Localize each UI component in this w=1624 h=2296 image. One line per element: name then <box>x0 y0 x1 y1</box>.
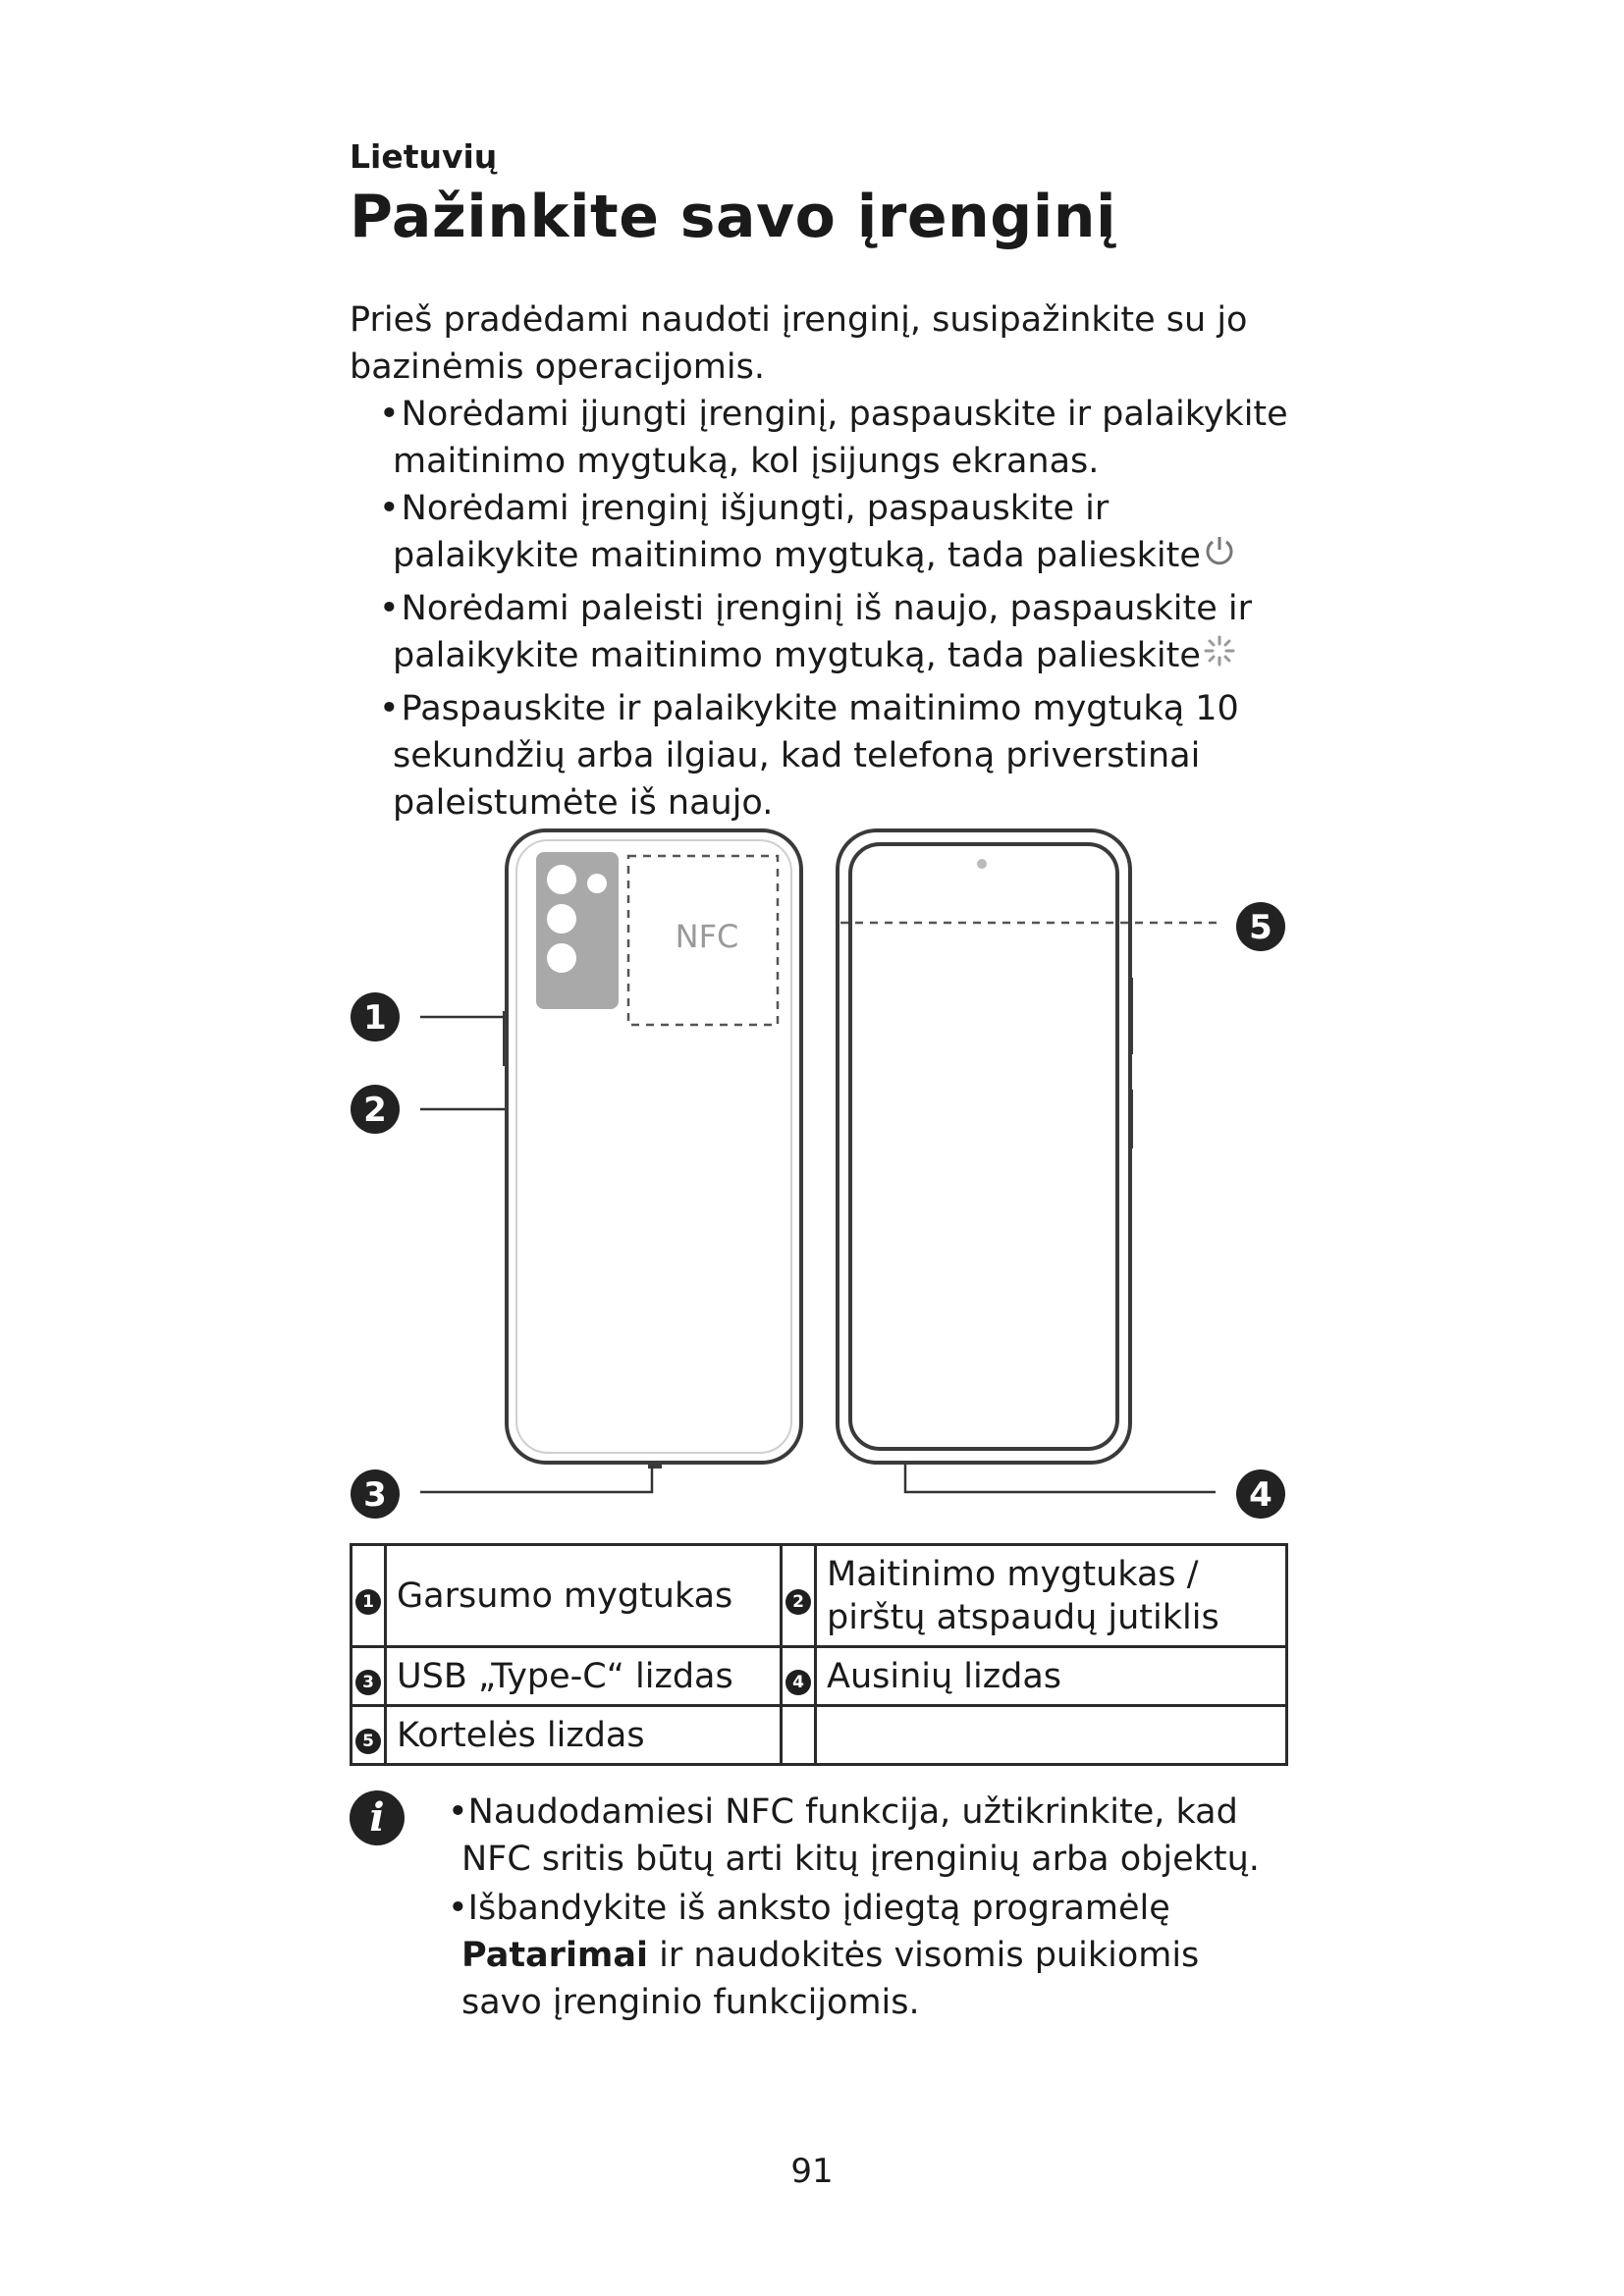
note-text: ir naudokitės visomis puikiomis savo įrenginio funkcijomis. <box>461 1936 1200 2022</box>
note-text: Išbandykite iš anksto įdiegtą programėlę <box>467 1889 1170 1928</box>
language-label: Lietuvių <box>350 137 498 176</box>
legend-number-cell <box>782 1545 816 1647</box>
legend-number-cell <box>782 1647 816 1706</box>
table-row <box>352 1545 1287 1647</box>
camera-lens-1 <box>547 865 576 894</box>
legend-number-cell-empty <box>782 1706 816 1765</box>
bullet-dot: • <box>379 395 400 434</box>
legend-label-cell: Maitinimo mygtukas / pirštų atspaudų jutiklis <box>816 1545 1287 1647</box>
camera-lens-2 <box>547 904 576 934</box>
svg-text:3: 3 <box>363 1475 387 1515</box>
legend-number-cell <box>352 1706 386 1765</box>
intro-paragraph: Prieš pradėdami naudoti įrenginį, susipažinkite su jo bazinėmis operacijomis. <box>350 300 1248 387</box>
legend-badge: 3 <box>355 1670 381 1695</box>
callout-4 <box>1236 1469 1285 1519</box>
table-row <box>352 1706 1287 1765</box>
bullet-text: Norėdami įrenginį išjungti, paspauskite ir palaikykite maitinimo mygtuką, tada palieskite <box>393 489 1201 575</box>
svg-text:5: 5 <box>1249 908 1272 947</box>
legend-number-cell <box>352 1647 386 1706</box>
legend-label-cell-empty <box>816 1706 1287 1765</box>
tips-app-name: Patarimai <box>461 1936 649 1975</box>
side-button-left <box>503 1011 508 1066</box>
legend-label-cell: Kortelės lizdas <box>386 1706 782 1765</box>
legend-badge: 2 <box>785 1589 811 1615</box>
note-nfc <box>422 1789 1267 1883</box>
bullet-dot: • <box>379 689 400 728</box>
callout-line-4 <box>905 1465 1216 1492</box>
usb-port-back <box>648 1461 662 1468</box>
callout-1 <box>351 992 400 1041</box>
front-camera <box>977 859 987 869</box>
svg-text:1: 1 <box>363 998 387 1038</box>
nfc-label: NFC <box>675 918 739 955</box>
svg-text:2: 2 <box>363 1091 387 1130</box>
callout-3 <box>351 1469 400 1519</box>
info-icon: i <box>350 1790 405 1845</box>
callout-5 <box>1236 902 1285 951</box>
bullet-dot: • <box>379 489 400 528</box>
side-button-right-2 <box>1128 1090 1133 1148</box>
note-text: Naudodamiesi NFC funkcija, užtikrinkite, kad NFC sritis būtų arti kitų įrenginių arba objektų. <box>461 1792 1260 1879</box>
table-row <box>352 1647 1287 1706</box>
phone-front-outline <box>838 830 1130 1463</box>
note-tips-app <box>422 1885 1267 2026</box>
camera-lens-3 <box>547 943 576 973</box>
page-number: 91 <box>790 2152 834 2191</box>
legend-badge: 4 <box>785 1670 811 1695</box>
page-title: Pažinkite savo įrenginį <box>350 183 1117 251</box>
bullet-text: Norėdami paleisti įrenginį iš naujo, paspauskite ir palaikykite maitinimo mygtuką, tada palieskite <box>393 589 1253 675</box>
legend-badge: 5 <box>355 1729 381 1754</box>
legend-label-cell: USB „Type-C“ lizdas <box>386 1647 782 1706</box>
legend-number-cell <box>352 1545 386 1647</box>
legend-label-cell: Ausinių lizdas <box>816 1647 1287 1706</box>
bullet-dot: • <box>379 589 400 628</box>
callout-line-3 <box>420 1465 652 1492</box>
camera-flash <box>587 874 607 893</box>
bullet-text: Paspauskite ir palaikykite maitinimo mygtuką 10 sekundžių arba ilgiau, kad telefoną priverstinai paleistumėte iš naujo. <box>393 689 1239 823</box>
bullet-dot: • <box>448 1889 468 1928</box>
bullet-text: Norėdami įjungti įrenginį, paspauskite ir palaikykite maitinimo mygtuką, kol įsijungs ekranas. <box>393 395 1288 481</box>
svg-text:4: 4 <box>1249 1475 1272 1515</box>
legend-badge: 1 <box>355 1589 381 1615</box>
callout-2 <box>351 1085 400 1134</box>
legend-table <box>350 1543 1288 1766</box>
bullet-dot: • <box>448 1792 468 1832</box>
side-button-right <box>1128 978 1133 1054</box>
legend-label-cell: Garsumo mygtukas <box>386 1545 782 1647</box>
